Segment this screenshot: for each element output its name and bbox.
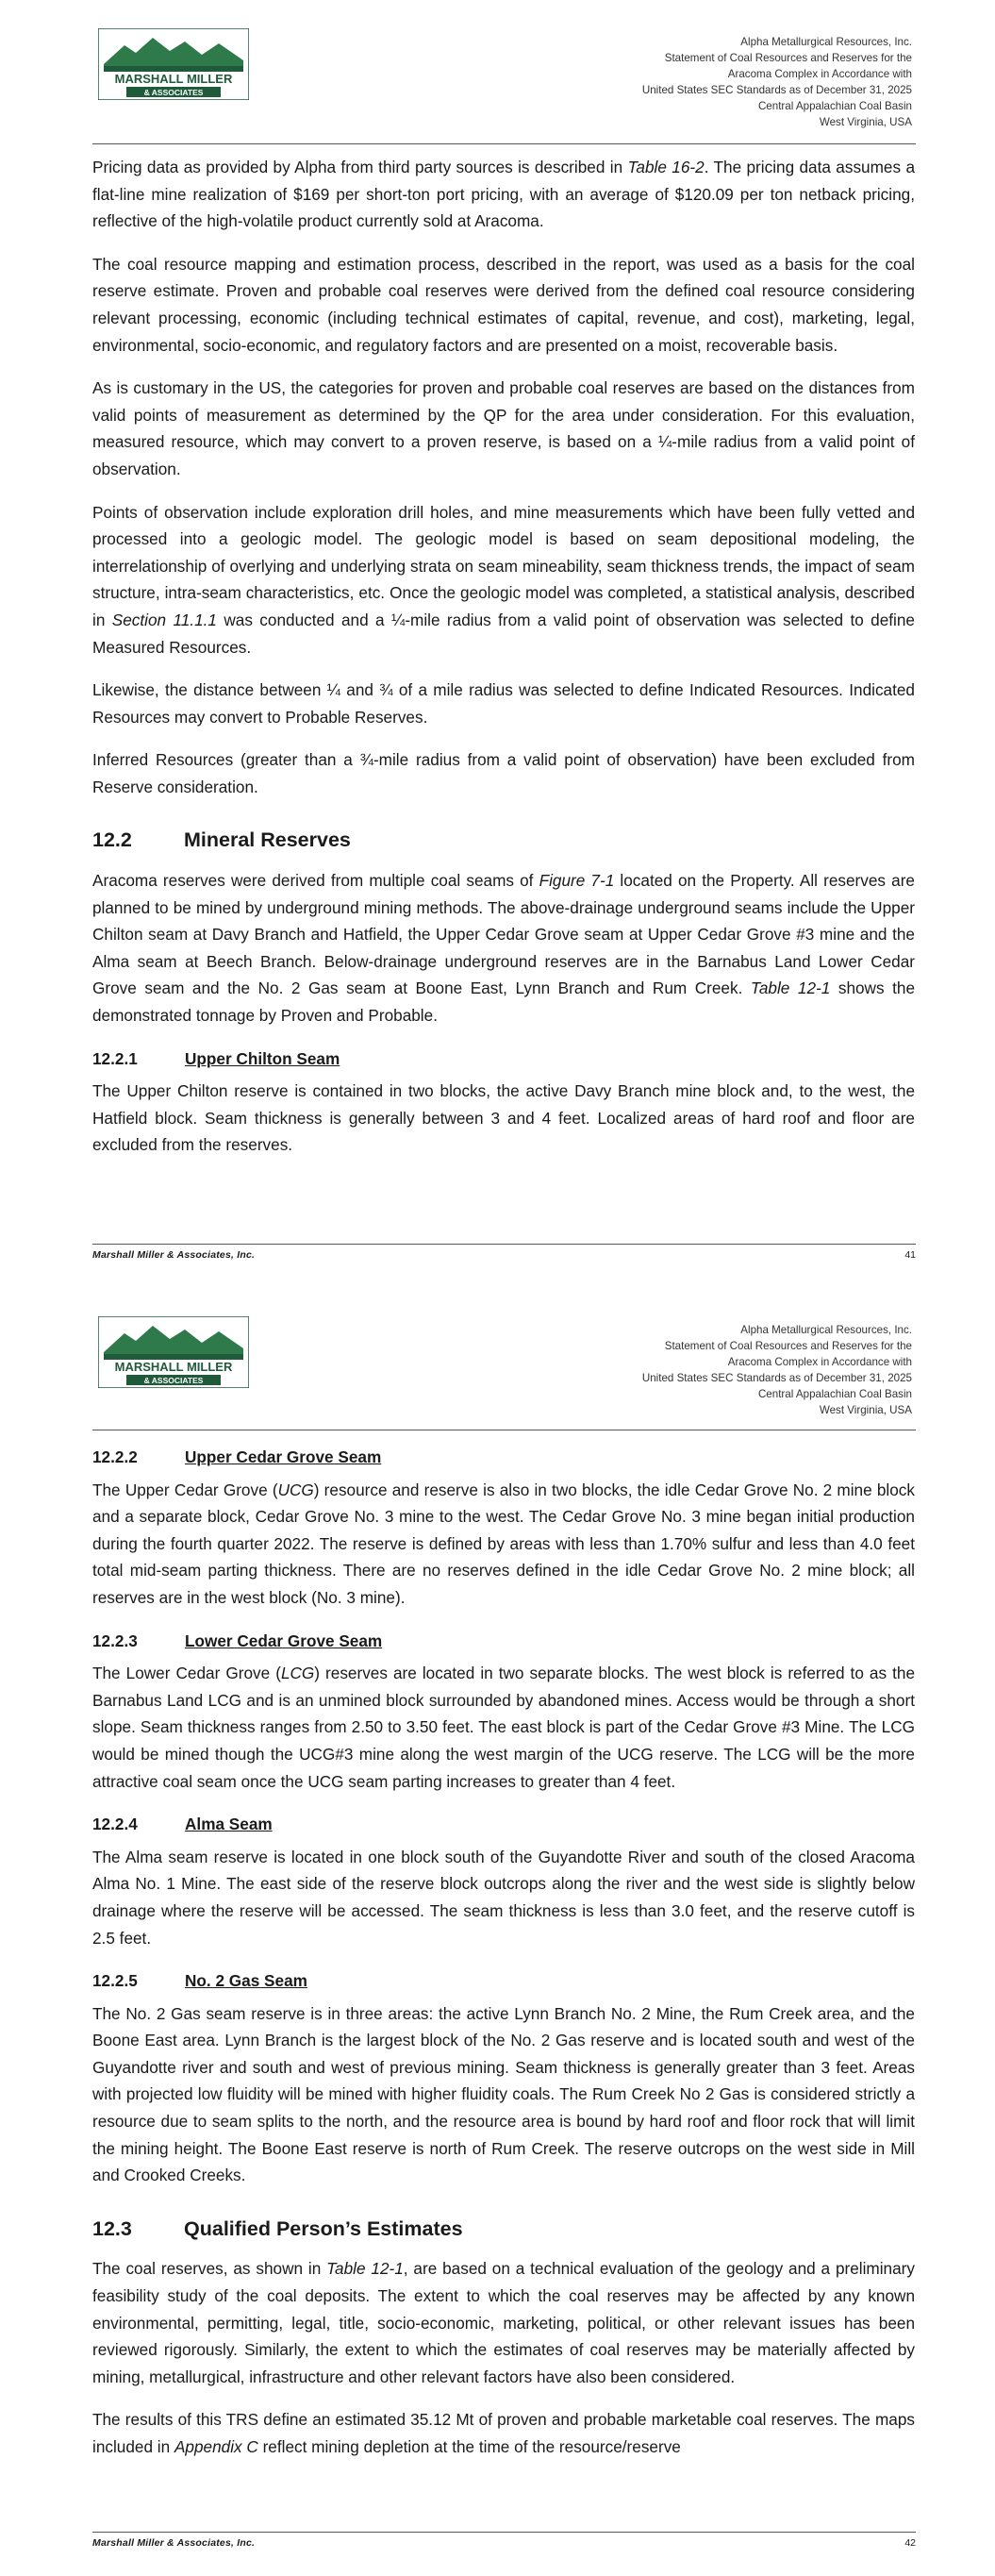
svg-text:& ASSOCIATES: & ASSOCIATES [143,1376,204,1385]
footer-divider [92,2532,916,2533]
header-line: Aracoma Complex in Accordance with [727,68,912,80]
paragraph: The Upper Chilton reserve is contained in two blocks, the active Davy Branch mine block and, to the west, the Hatfield block. Seam thickness is generally between 3 and 4 feet. Localized areas of hard roof and floor are excluded from the reserves. [92,1081,915,1155]
header-line: Central Appalachian Coal Basin [757,1388,912,1400]
cross-reference: Table 16-2 [627,158,705,176]
subsection-heading-12-2-1: 12.2.1 Upper Chilton Seam [92,1048,340,1068]
page-body [92,1444,915,2477]
cross-reference: Section 11.1.1 [111,610,217,629]
paragraph: The coal resource mapping and estimation process, described in the report, was used as a basis for the coal reserve estimate. Proven and probable coal reserves were derived from the defined coal resource considering relevant processing, economic (including technical estimates of capital, revenue, and cost), marketing, legal, environmental, socio-economic, and regulatory factors and are presented on a moist, recoverable basis. [92,254,915,355]
paragraph: The Lower Cedar Grove (LCG) reserves are located in two separate blocks. The west block is referred to as the Barnabus Land LCG and is an unmined block surrounded by abandoned mines. Access would be through a short slope. Seam thickness ranges from 2.50 to 3.50 feet. The east block is part of the Cedar Grove #3 Mine. The LCG would be mined though the UCG#3 mine along the west margin of the UCG reserve. The LCG will be the more attractive coal seam once the UCG seam parting increases to greater than 4 feet. [92,1664,915,1791]
abbreviation: UCG [277,1480,314,1499]
cross-reference: Figure 7-1 [539,871,615,891]
paragraph: The results of this TRS define an estimated 35.12 Mt of proven and probable marketable coal reserves. The maps included in Appendix C reflect mining depletion at the time of the resource/reserve [92,2410,915,2456]
header-line: Statement of Coal Resources and Reserves for the [664,52,912,64]
cross-reference: Appendix C [174,2437,258,2456]
paragraph: The Alma seam reserve is located in one block south of the Guyandotte River and south of the closed Aracoma Alma No. 1 Mine. The east side of the reserve block outcrops along the river and the west side is slightly below drainage where the reserve will be accessed. The seam thickness is less than 3.0 feet, and the reserve cutoff is 2.5 feet. [92,1847,915,1948]
subsection-heading-12-2-4: 12.2.4 Alma Seam [92,1815,273,1834]
header-line: West Virginia, USA [819,116,912,128]
marshall-miller-logo [98,1316,249,1388]
marshall-miller-logo [98,28,249,100]
paragraph: Likewise, the distance between ¼ and ¾ of a mile radius was selected to define Indicated Resources. Indicated Resources may convert to Probable Reserves. [92,680,915,727]
page-header [642,34,912,130]
page-number: 41 [904,1249,916,1261]
page-header [642,1322,912,1418]
footer-divider [92,1244,916,1245]
footer-company: Marshall Miller & Associates, Inc. [92,1249,256,1261]
header-line: Alpha Metallurgical Resources, Inc. [740,1324,912,1336]
paragraph: The No. 2 Gas seam reserve is in three areas: the active Lynn Branch No. 2 Mine, the Rum Creek area, and the Boone East area. Lynn Branch is the largest block of the No. 2 Gas reserve and is located south and west of the Guyandotte river and south and west of previous mining. Seam thickness is generally greater than 3 feet. Areas with projected low fluidity will be mined with higher fluidity coals. The Rum Creek No 2 Gas is considered strictly a resource due to seam splits to the north, and the resource area is bound by hard roof and floor rock that will limit the mining height. The Boone East reserve is north of Rum Creek. The reserve outcrops on the west side in Mill and Crooked Creeks. [92,2003,915,2185]
paragraph: As is customary in the US, the categories for proven and probable coal reserves are based on the distances from valid points of measurement as determined by the QP for the area under consideration. For this evaluation, measured resource, which may convert to a proven reserve, is based on a ¼-mile radius from a valid point of observation. [92,378,915,478]
cross-reference: Table 12-1 [326,2259,404,2279]
header-line: Aracoma Complex in Accordance with [727,1356,912,1368]
paragraph: Points of observation include exploration drill holes, and mine measurements which have been fully vetted and processed into a geologic model. The geologic model is based on seam depositional modeling, the interrelationship of overlying and underlying strata on seam mineability, seam thickness trends, the impact of seam structure, intra-seam characteristics, etc. Once the geologic model was completed, a statistical analysis, described in Section 11.1.1 was conducted and a ¼-mile radius from a valid point of observation was selected to define Measured Resources. [92,502,915,657]
header-line: United States SEC Standards as of December 31, 2025 [641,1372,912,1384]
header-line: Central Appalachian Coal Basin [757,100,912,112]
page-number: 42 [904,2537,916,2549]
subsection-heading-12-2-2: 12.2.2 Upper Cedar Grove Seam [92,1447,382,1466]
section-heading-12-3: 12.3 Qualified Person’s Estimates [92,2216,463,2240]
section-heading-12-2: 12.2 Mineral Reserves [92,828,351,852]
abbreviation: LCG [280,1664,315,1683]
svg-text:MARSHALL MILLER: MARSHALL MILLER [114,1360,233,1374]
paragraph: The Upper Cedar Grove (UCG) resource and reserve is also in two blocks, the idle Cedar Grove No. 2 mine block and a separate block, Cedar Grove No. 3 mine to the west. The Cedar Grove No. 3 mine began initial production during the fourth quarter 2022. The reserve is defined by areas with less than 1.70% sulfur and less than 4.0 feet total mid-seam parting thickness. There are no reserves defined in the idle Cedar Grove No. 2 mine block; all reserves are in the west block (No. 3 mine). [92,1480,915,1607]
header-line: West Virginia, USA [819,1404,912,1416]
page-42 [0,1288,995,2576]
paragraph: Pricing data as provided by Alpha from third party sources is described in Table 16-2. The pricing data assumes a flat-line mine realization of $169 per short-ton port pricing, with an average of $120.09 per ton netback pricing, reflective of the high-volatile product currently sold at Aracoma. [92,158,916,231]
paragraph: Aracoma reserves were derived from multiple coal seams of Figure 7-1 located on the Property. All reserves are planned to be mined by underground mining methods. The above-drainage underground seams include the Upper Chilton seam at Davy Branch and Hatfield, the Upper Cedar Grove seam at Upper Cedar Grove #3 mine and the Alma seam at Beech Branch. Below-drainage underground reserves are in the Barnabus Land Lower Cedar Grove seam and the No. 2 Gas seam at Boone East, Lynn Branch and Rum Creek. Table 12-1 shows the demonstrated tonnage by Proven and Probable. [92,871,916,1026]
header-divider [92,143,916,144]
header-line: Statement of Coal Resources and Reserves for the [664,1340,912,1352]
subsection-heading-12-2-3: 12.2.3 Lower Cedar Grove Seam [92,1631,383,1650]
paragraph: The coal reserves, as shown in Table 12-1, are based on a technical evaluation of the geology and a preliminary feasibility study of the coal deposits. The extent to which the coal reserves may be affected by any known environmental, permitting, legal, title, socio-economic, marketing, political, or other relevant issues has been reviewed rigorously. Similarly, the extent to which the estimates of coal reserves may be materially affected by mining, metallurgical, infrastructure and other relevant factors have also been considered. [92,2259,915,2386]
header-line: United States SEC Standards as of December 31, 2025 [641,84,912,96]
page-body [92,154,915,1175]
header-line: Alpha Metallurgical Resources, Inc. [740,36,912,48]
svg-text:MARSHALL MILLER: MARSHALL MILLER [114,72,233,86]
footer-company: Marshall Miller & Associates, Inc. [92,2537,256,2549]
cross-reference: Table 12-1 [750,979,831,998]
paragraph: Inferred Resources (greater than a ¾-mile radius from a valid point of observation) have been excluded from Reserve consideration. [92,750,915,796]
svg-text:& ASSOCIATES: & ASSOCIATES [143,88,204,97]
subsection-heading-12-2-5: 12.2.5 No. 2 Gas Seam [92,1971,307,1991]
